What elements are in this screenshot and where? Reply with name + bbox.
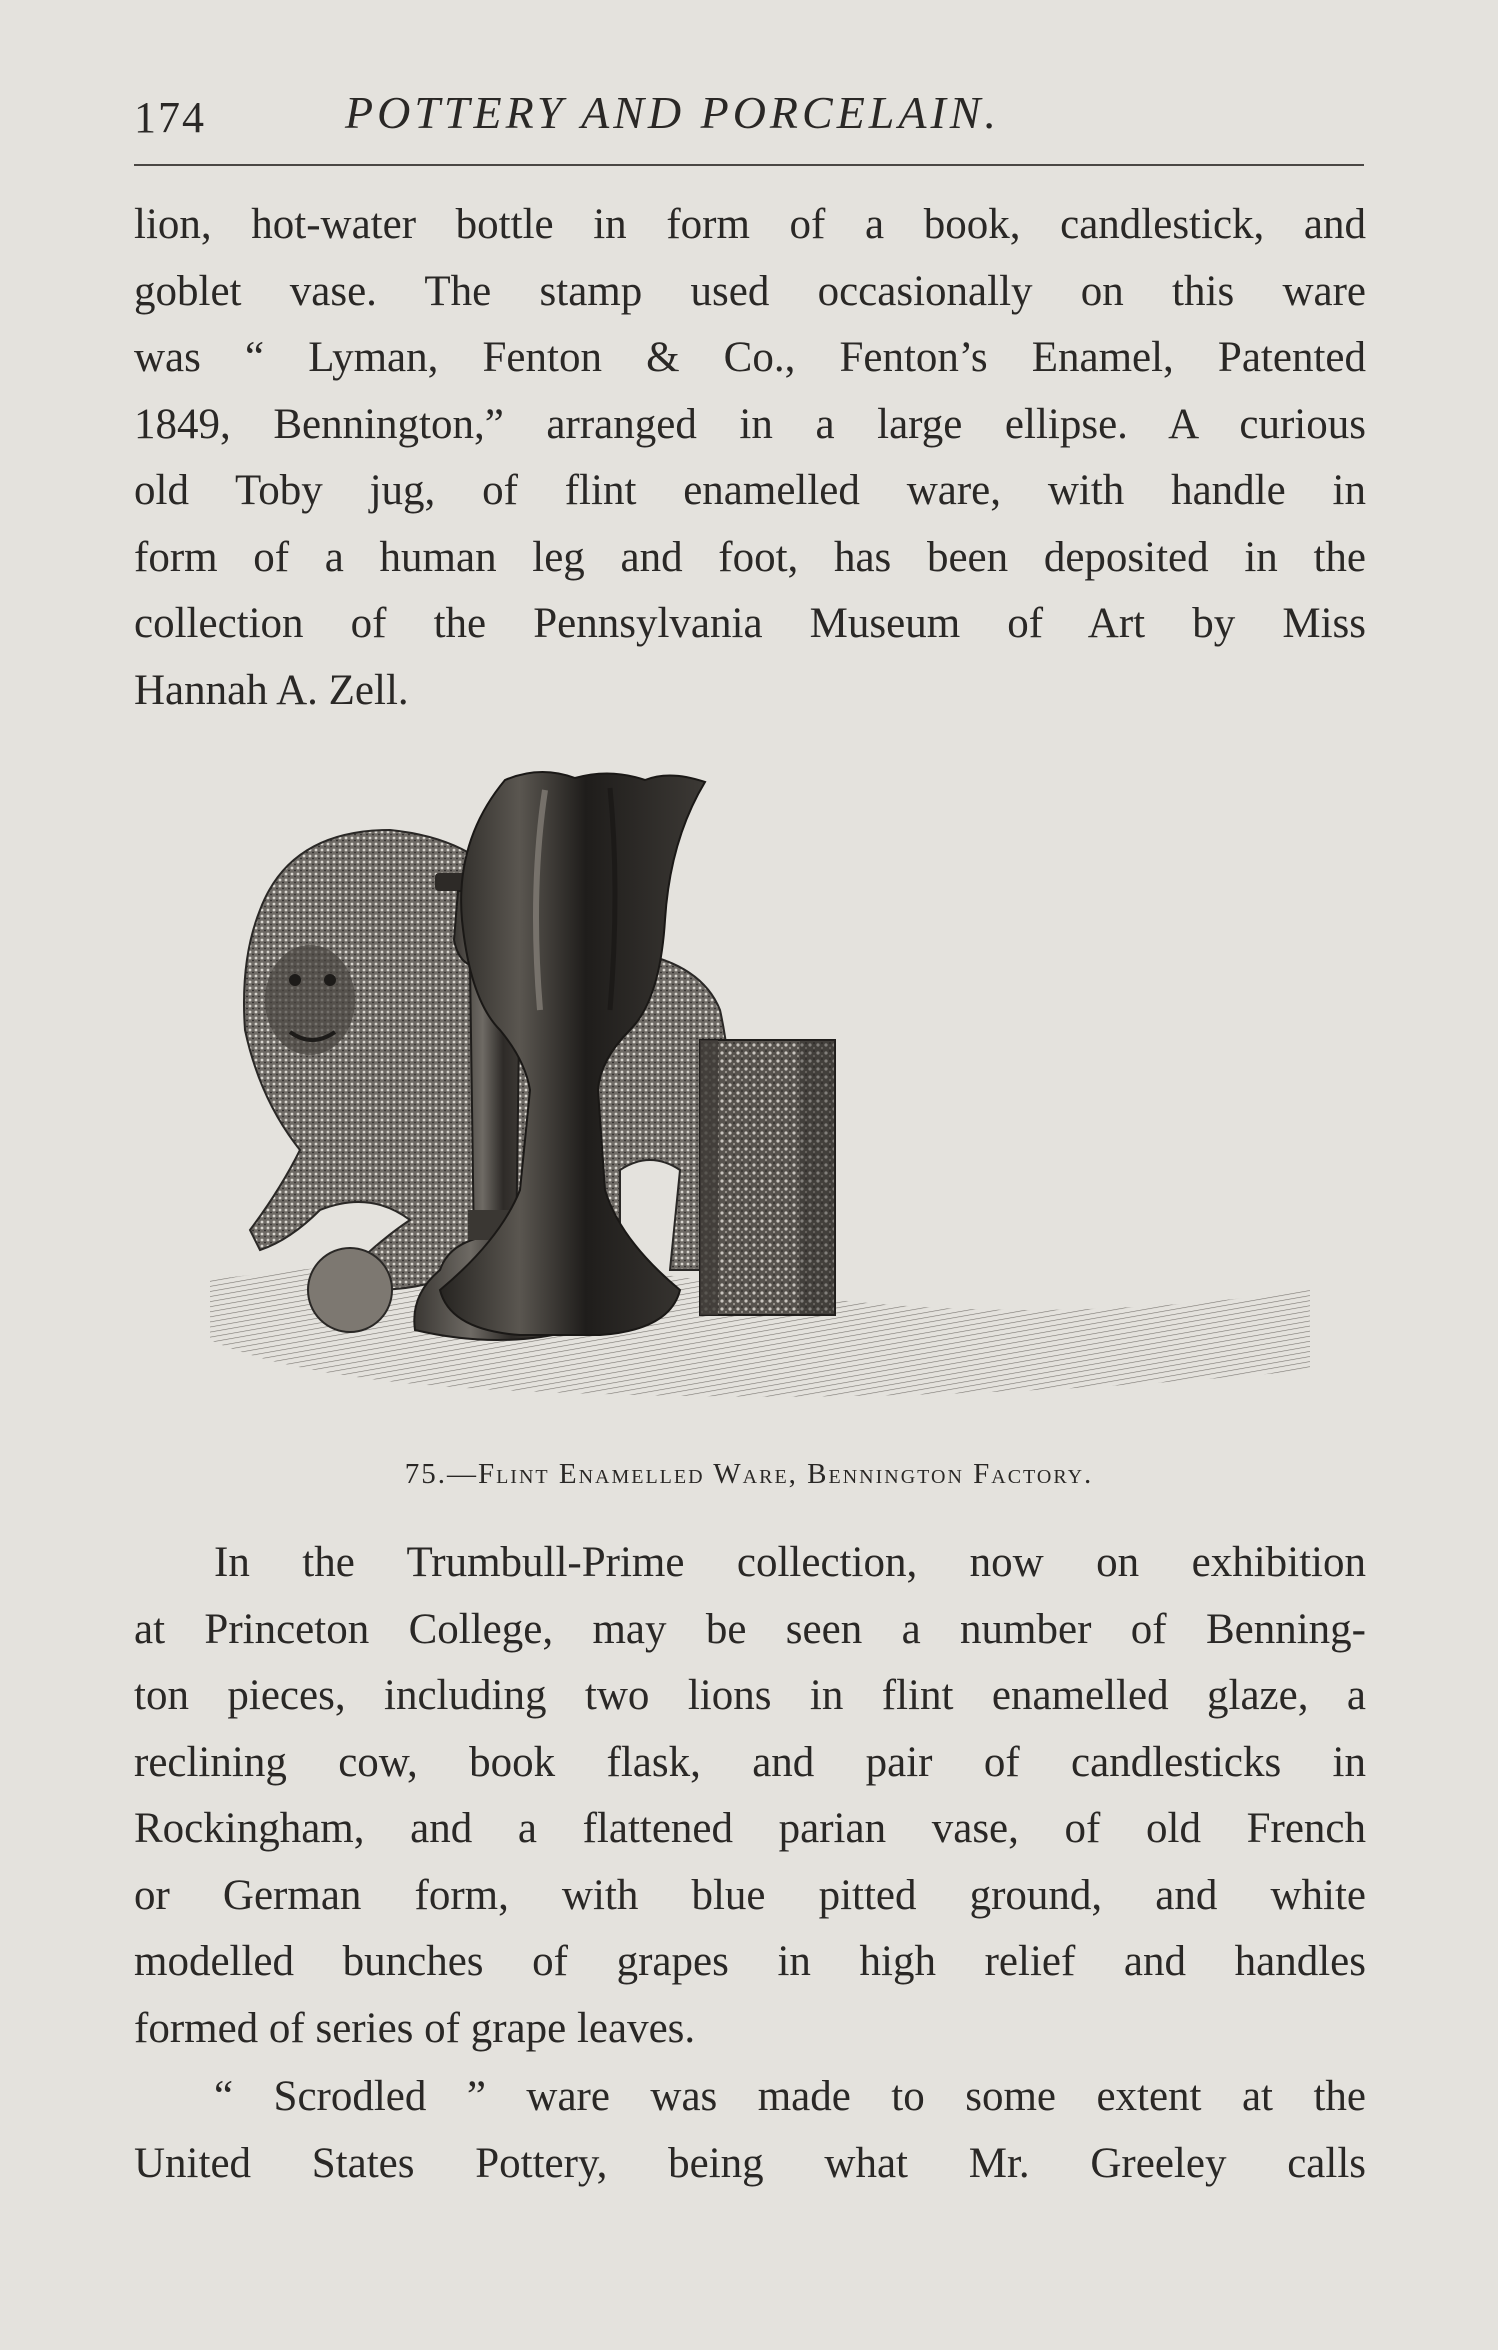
text-line: formed of series of grape leaves. <box>134 2004 696 2052</box>
text-line: at Princeton College, may be seen a number of Benning- <box>134 1605 1366 1653</box>
text-line: form of a human leg and foot, has been deposited in the <box>134 533 1366 581</box>
page-number: 174 <box>134 93 206 142</box>
text-line: reclining cow, book flask, and pair of candlesticks in <box>134 1738 1366 1786</box>
book-flask <box>700 1040 835 1315</box>
text-line: Rockingham, and a flattened parian vase, of old French <box>134 1805 1366 1852</box>
text-line: or German form, with blue pitted ground, and white <box>134 1871 1366 1919</box>
text-line: ton pieces, including two lions in flint enamelled glaze, a <box>134 1672 1366 1719</box>
text-line: 1849, Bennington,” arranged in a large ellipse. A curious <box>134 400 1366 448</box>
header-rule <box>134 164 1364 166</box>
text-line: old Toby jug, of flint enamelled ware, with handle in <box>134 467 1366 514</box>
paragraph-2 <box>134 1530 1366 2062</box>
paragraph-1 <box>134 192 1366 724</box>
text-line: lion, hot-water bottle in form of a book, candlestick, and <box>134 201 1366 248</box>
flint-ware-illustration <box>200 770 1320 1420</box>
text-line: modelled bunches of grapes in high relief and handles <box>134 1938 1366 1985</box>
running-title: POTTERY AND PORCELAIN. <box>345 87 1000 138</box>
text-line: Hannah A. Zell. <box>134 666 409 714</box>
text-line: was “ Lyman, Fenton & Co., Fenton’s Enamel, Patented <box>134 334 1366 381</box>
figure-caption: 75.—Flint Enamelled Ware, Bennington Factory. <box>404 1458 1094 1490</box>
text-line: United States Pottery, being what Mr. Greeley calls <box>134 2139 1366 2187</box>
text-line: goblet vase. The stamp used occasionally on this ware <box>134 267 1366 315</box>
text-line: collection of the Pennsylvania Museum of Art by Miss <box>134 600 1366 647</box>
text-line: In the Trumbull-Prime collection, now on exhibition <box>214 1539 1366 1586</box>
text-line: “ Scrodled ” ware was made to some extent at the <box>214 2073 1366 2120</box>
paragraph-3 <box>134 2064 1366 2197</box>
